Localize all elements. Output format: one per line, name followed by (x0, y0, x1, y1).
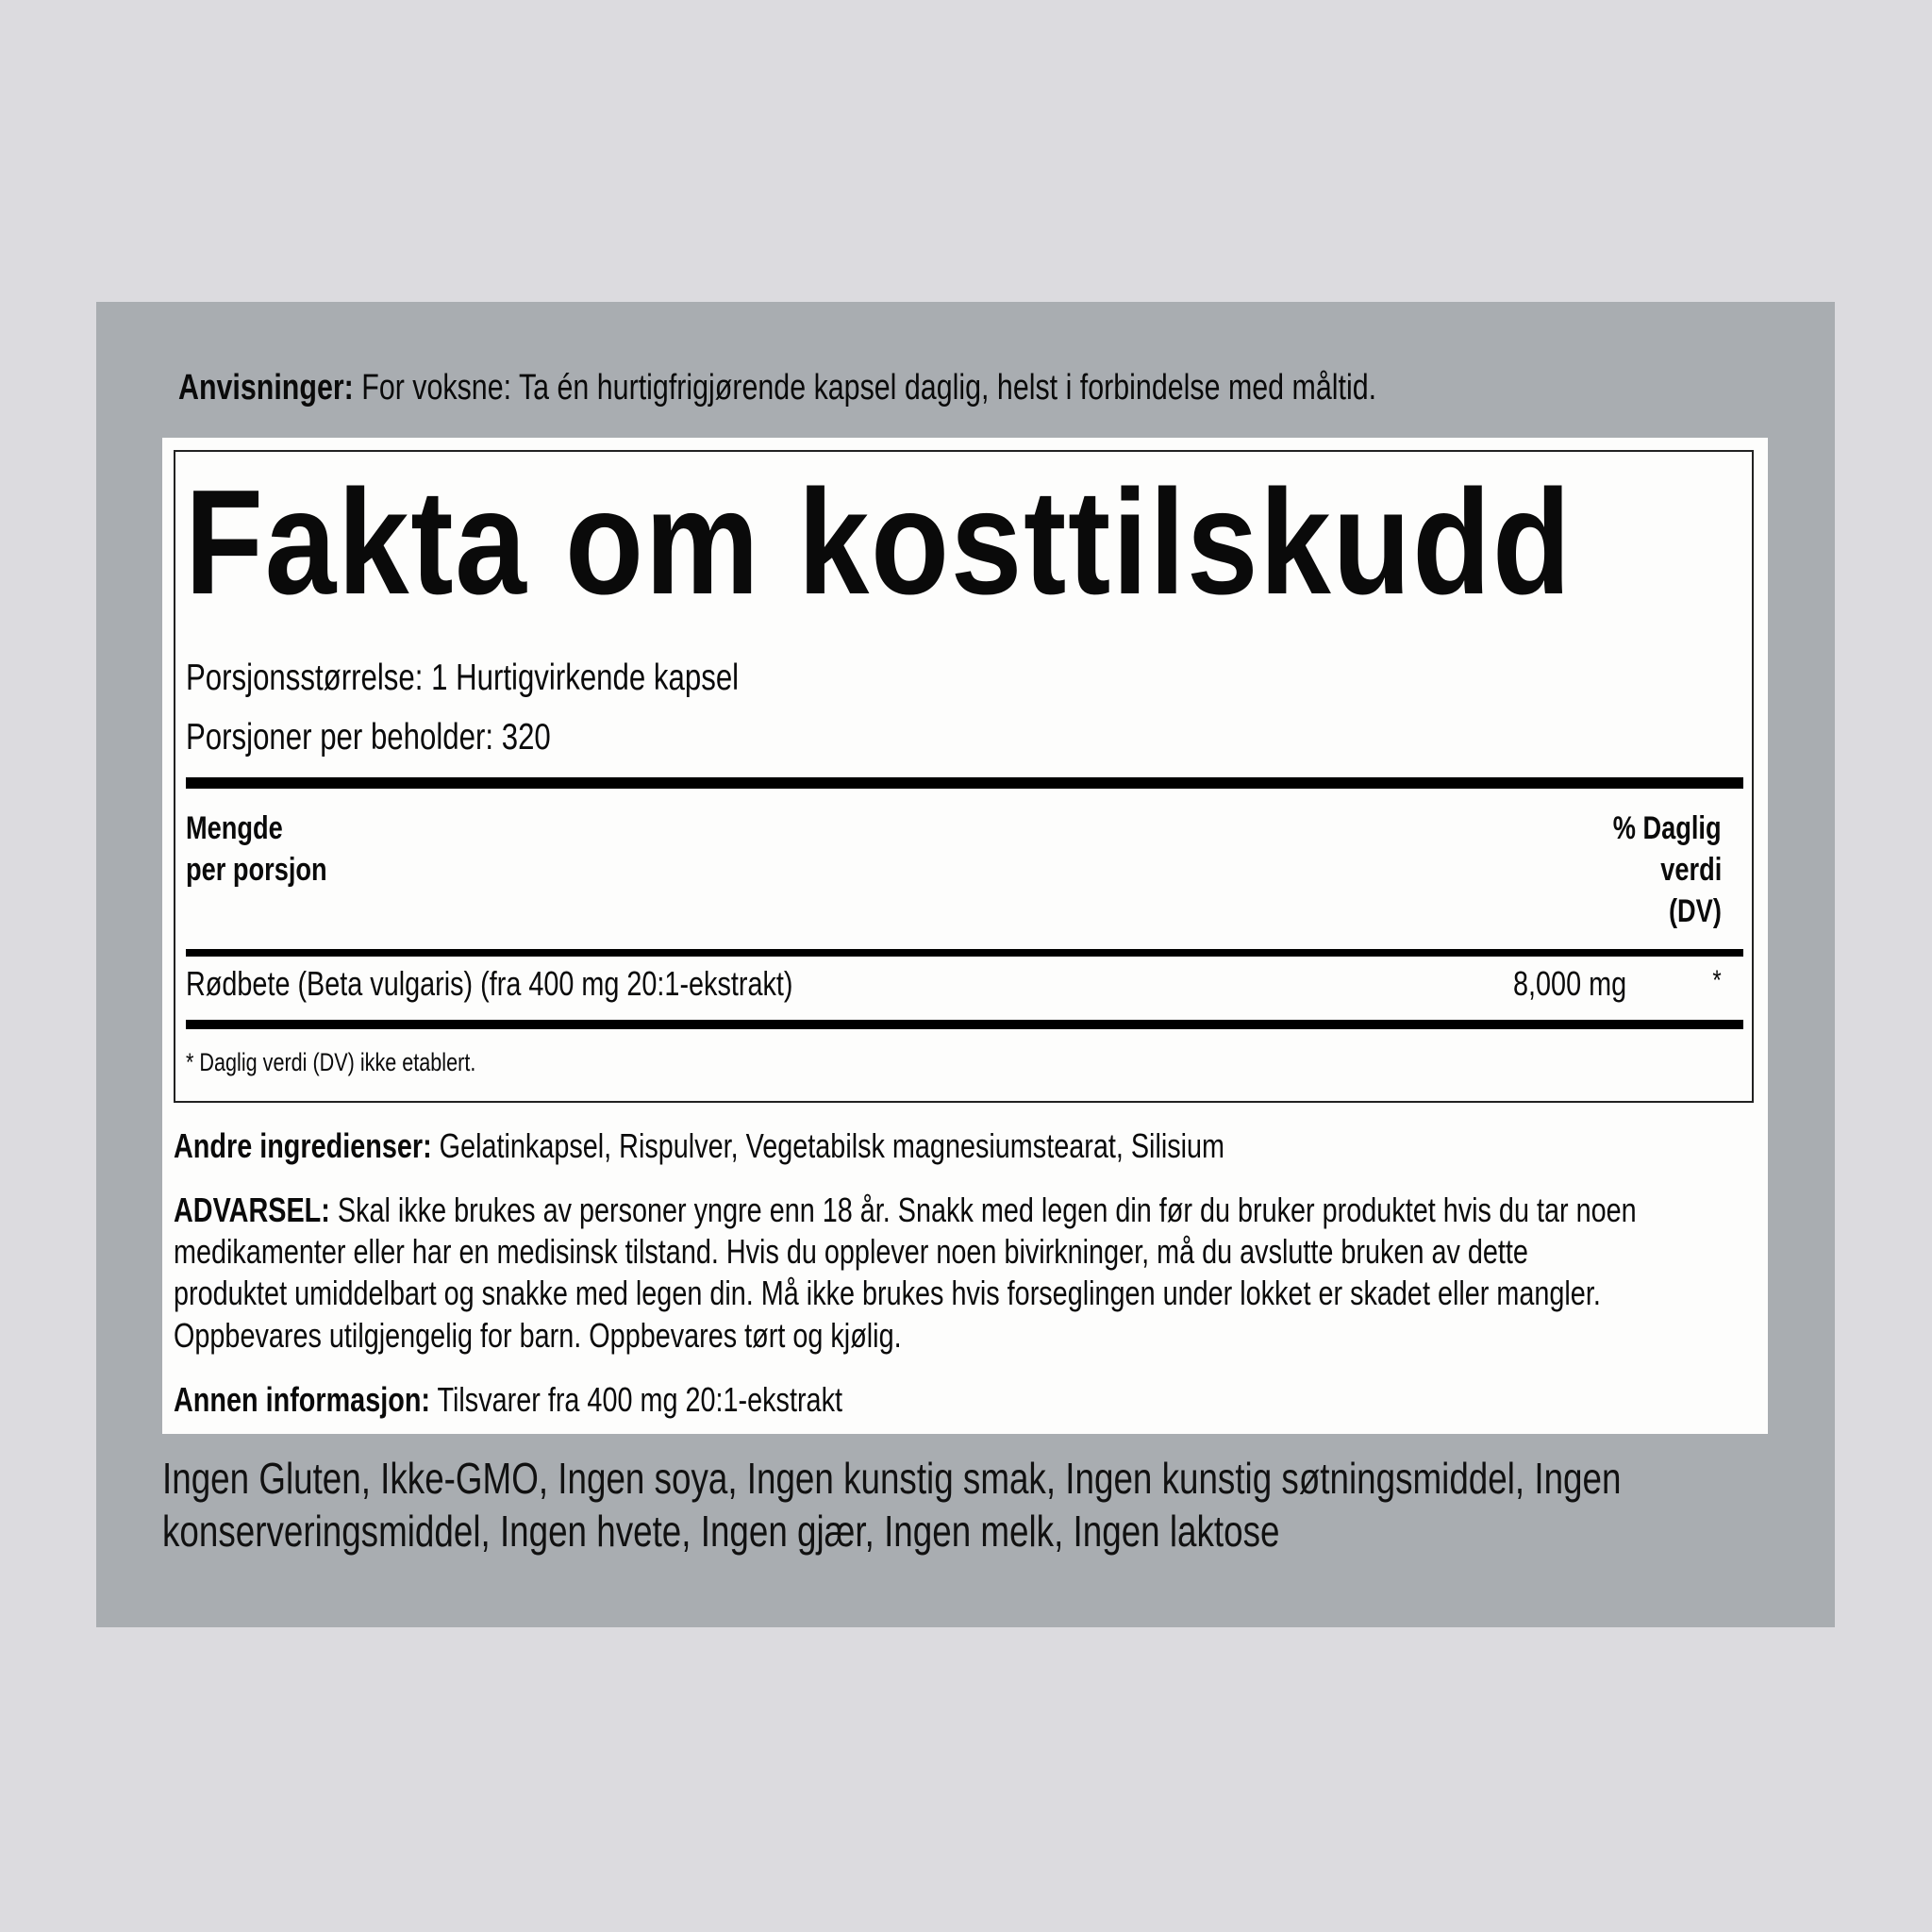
ingredient-name: Rødbete (Beta vulgaris) (fra 400 mg 20:1-ekstrakt) (186, 964, 793, 1003)
warning-line-4: Oppbevares utilgjengelig for barn. Oppbevares tørt og kjølig. (174, 1316, 902, 1355)
divider-bottom (186, 1020, 1743, 1029)
directions-text: For voksne: Ta én hurtigfrigjørende kapsel daglig, helst i forbindelse med måltid. (353, 368, 1377, 408)
warning-label: ADVARSEL: (174, 1191, 330, 1229)
free-from-line-1: Ingen Gluten, Ikke-GMO, Ingen soya, Ingen kunstig smak, Ingen kunstig søtningsmiddel, Ingen (162, 1454, 1622, 1503)
divider-thick (186, 777, 1743, 789)
directions (178, 370, 1376, 406)
other-info (174, 1380, 842, 1419)
warning-text: Skal ikke brukes av personer yngre enn 18 år. Snakk med legen din før du bruker produktet hvis du tar noen (329, 1191, 1637, 1229)
header-dv-line2: verdi (1659, 852, 1722, 888)
ingredient-dv: * (1712, 965, 1722, 996)
warning-line-3: produktet umiddelbart og snakke med legen din. Må ikke brukes hvis forseglingen under lokket er skadet eller mangler. (174, 1274, 1601, 1312)
divider-medium (186, 949, 1743, 957)
free-from-line-2: konserveringsmiddel, Ingen hvete, Ingen gjær, Ingen melk, Ingen laktose (162, 1507, 1280, 1556)
warning-line-1 (174, 1193, 1637, 1227)
header-dv-line1: % Daglig (1613, 810, 1722, 846)
other-ingredients-text: Gelatinkapsel, Rispulver, Vegetabilsk magnesiumstearat, Silisium (431, 1126, 1225, 1165)
serving-size: Porsjonsstørrelse: 1 Hurtigvirkende kapsel (186, 658, 740, 698)
other-info-label: Annen informasjon: (174, 1380, 430, 1419)
other-ingredients (174, 1126, 1225, 1165)
header-dv-line3: (DV) (1669, 893, 1722, 929)
header-amount-line2: per porsjon (186, 852, 327, 888)
other-ingredients-label: Andre ingredienser: (174, 1126, 432, 1165)
servings-per-container: Porsjoner per beholder: 320 (186, 717, 551, 758)
header-amount-line1: Mengde (186, 810, 283, 846)
facts-title: Fakta om kosttilskudd (185, 459, 1573, 625)
warning-line-2: medikamenter eller har en medisinsk tilstand. Hvis du opplever noen bivirkninger, må du avslutte bruken av dette (174, 1232, 1528, 1271)
ingredient-amount: 8,000 mg (1512, 964, 1626, 1003)
other-info-text: Tilsvarer fra 400 mg 20:1-ekstrakt (430, 1380, 842, 1419)
directions-label: Anvisninger: (178, 368, 354, 408)
dv-footnote: * Daglig verdi (DV) ikke etablert. (186, 1048, 476, 1076)
